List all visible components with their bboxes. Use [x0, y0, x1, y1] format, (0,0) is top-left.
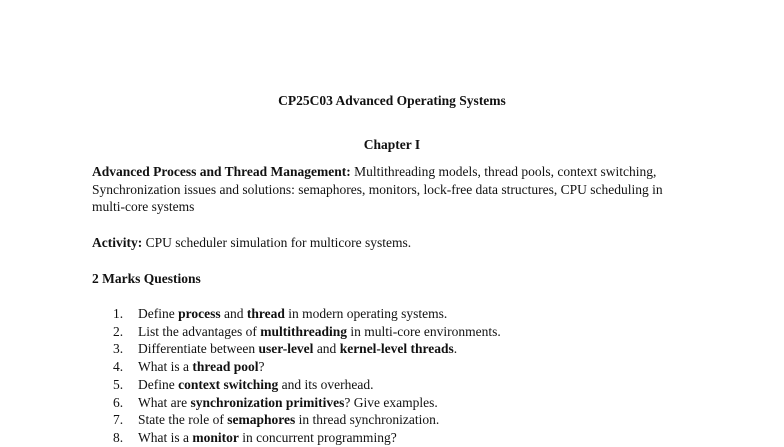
- question-number: 2.: [113, 323, 124, 339]
- question-text: Define: [138, 376, 179, 392]
- topics-paragraph: [92, 163, 692, 216]
- course-title: CP25C03 Advanced Operating Systems: [278, 93, 506, 108]
- question-term: multithreading: [260, 323, 347, 339]
- question-item: [113, 394, 501, 412]
- question-number: 7.: [113, 412, 124, 428]
- question-text: in modern operating systems.: [284, 306, 448, 321]
- question-text: ? Give examples.: [344, 394, 438, 410]
- question-term: process: [178, 306, 221, 321]
- question-term: user-level: [258, 341, 314, 357]
- question-text: Define: [138, 306, 179, 321]
- question-item: [113, 429, 501, 447]
- question-term: synchronization primitives: [190, 394, 345, 410]
- question-list: [113, 305, 501, 447]
- chapter-heading: Chapter I: [363, 137, 421, 152]
- activity-text: CPU scheduler simulation for multicore systems.: [142, 235, 412, 250]
- question-item: [113, 340, 501, 358]
- question-text: What is a: [138, 359, 193, 375]
- question-text: State the role of: [138, 412, 228, 428]
- question-text: and: [220, 306, 247, 321]
- question-text: in concurrent programming?: [238, 429, 397, 445]
- question-text: What are: [138, 394, 191, 410]
- question-text: .: [453, 341, 458, 357]
- question-item: [113, 305, 501, 323]
- section-heading: 2 Marks Questions: [92, 271, 201, 286]
- question-term: semaphores: [227, 412, 296, 428]
- question-term: thread pool: [192, 359, 259, 375]
- question-item: [113, 358, 501, 376]
- question-text: and: [313, 341, 340, 357]
- question-number: 6.: [113, 394, 124, 410]
- question-item: [113, 411, 501, 429]
- question-term: context switching: [178, 376, 279, 392]
- question-text: What is a: [138, 429, 193, 445]
- question-item: [113, 323, 501, 341]
- question-number: 3.: [113, 341, 124, 357]
- topics-text: Multithreading models, thread pools, context switching, Synchronization issues and solutions: semaphores, monitors, lock-free data structures, CPU scheduling in multi-core systems: [92, 164, 663, 214]
- question-text: ?: [258, 359, 265, 375]
- question-number: 5.: [113, 376, 124, 392]
- question-term: kernel-level threads: [339, 341, 454, 357]
- question-text: in multi-core environments.: [346, 323, 501, 339]
- question-text: in thread synchronization.: [295, 412, 440, 428]
- question-number: 1.: [113, 306, 124, 321]
- activity-paragraph: [92, 234, 692, 252]
- question-text: Differentiate between: [138, 341, 259, 357]
- topics-label: Advanced Process and Thread Management:: [92, 164, 351, 179]
- activity-label: Activity:: [92, 235, 143, 250]
- question-term: monitor: [192, 429, 239, 445]
- question-item: [113, 376, 501, 394]
- question-text: and its overhead.: [278, 376, 374, 392]
- question-number: 4.: [113, 359, 124, 375]
- question-term: thread: [246, 306, 285, 321]
- question-text: List the advantages of: [138, 323, 261, 339]
- question-number: 8.: [113, 429, 124, 445]
